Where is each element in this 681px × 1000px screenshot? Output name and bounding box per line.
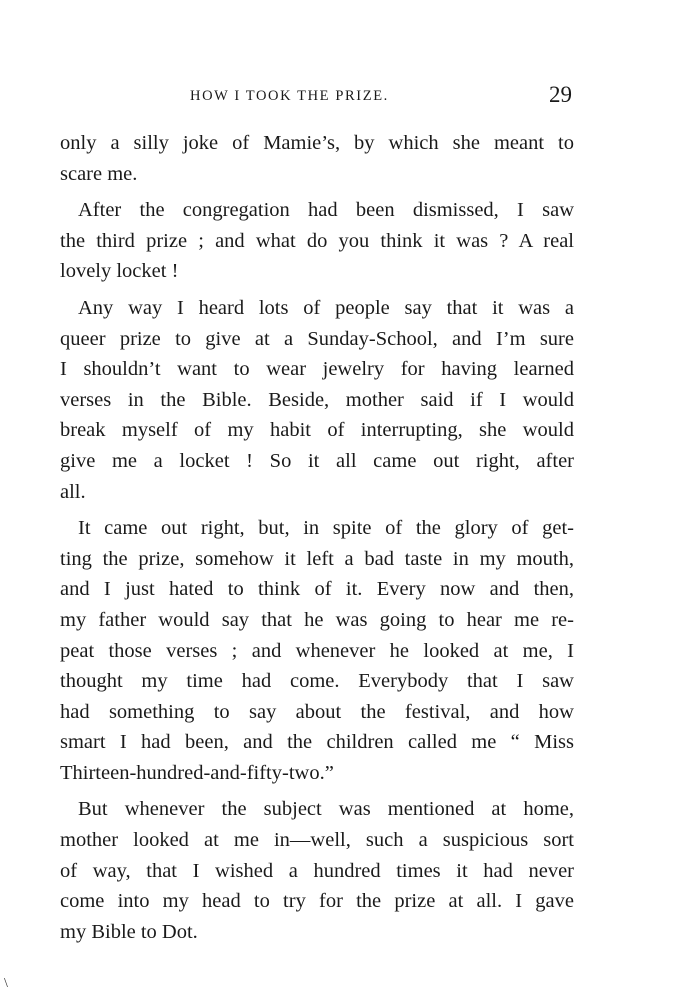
text-line: the third prize ; and what do you think it was ? A real: [60, 229, 574, 252]
paragraph-4: [60, 513, 574, 788]
text-line: verses in the Bible. Beside, mother said if I would: [60, 388, 574, 411]
text-line: ting the prize, somehow it left a bad taste in my mouth,: [60, 547, 574, 570]
text-line: and I just hated to think of it. Every now and then,: [60, 578, 574, 601]
running-title: HOW I TOOK THE PRIZE.: [190, 88, 389, 104]
text-line: smart I had been, and the children called me “ Miss: [60, 731, 574, 754]
text-line: lovely locket !: [60, 260, 179, 283]
text-line: my Bible to Dot.: [60, 920, 198, 943]
text-line: Thirteen-hundred-and-fifty-two.”: [60, 761, 334, 784]
body-text: [60, 128, 574, 947]
text-line: all.: [60, 480, 86, 503]
paragraph-1: [60, 128, 574, 189]
text-line: give me a locket ! So it all came out right, after: [60, 449, 574, 472]
text-line: peat those verses ; and whenever he looked at me, I: [60, 639, 574, 662]
text-line: After the congregation had been dismissed, I saw: [78, 199, 574, 222]
text-line: Any way I heard lots of people say that it was a: [78, 296, 574, 319]
text-line: It came out right, but, in spite of the glory of get-: [78, 517, 574, 540]
page-number: 29: [549, 82, 572, 107]
margin-mark: \: [4, 976, 8, 991]
paragraph-3: [60, 293, 574, 507]
paragraph-5: [60, 794, 574, 947]
text-line: mother looked at me in—well, such a suspicious sort: [60, 829, 574, 852]
text-line: thought my time had come. Everybody that I saw: [60, 670, 574, 693]
text-line: come into my head to try for the prize at all. I gave: [60, 890, 574, 913]
paragraph-2: [60, 195, 574, 287]
text-line: queer prize to give at a Sunday-School, and I’m sure: [60, 327, 574, 350]
text-line: scare me.: [60, 162, 138, 185]
running-head: [60, 82, 572, 110]
text-line: I shouldn’t want to wear jewelry for having learned: [60, 358, 574, 381]
text-line: my father would say that he was going to hear me re-: [60, 608, 574, 631]
text-line: of way, that I wished a hundred times it had never: [60, 859, 574, 882]
text-line: had something to say about the festival, and how: [60, 700, 574, 723]
text-line: only a silly joke of Mamie’s, by which she meant to: [60, 132, 574, 154]
text-line: break myself of my habit of interrupting, she would: [60, 419, 574, 442]
text-line: But whenever the subject was mentioned at home,: [78, 798, 574, 821]
